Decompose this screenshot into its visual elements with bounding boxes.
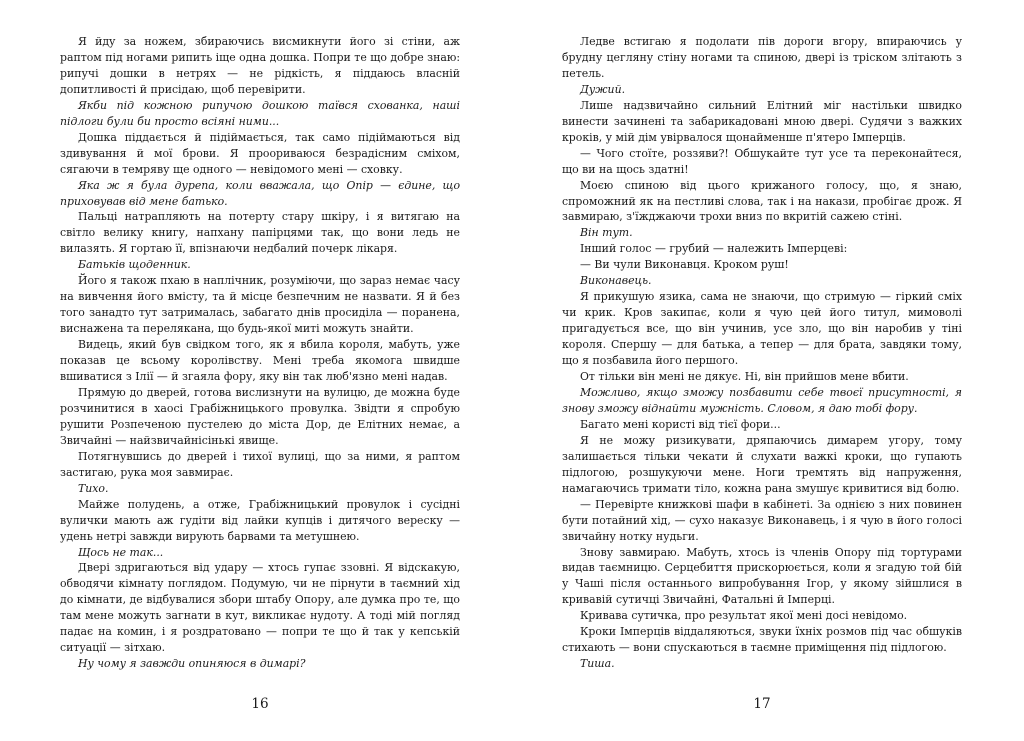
paragraph: Моєю спиною від цього крижаного голосу, що, я знаю, спроможний як на пестливі слова, так і на накази, пробігає дрож. Я завмираю, з'їжджаючи трохи вниз по вкритій сажею стіні. xyxy=(562,178,962,224)
paragraph: Щось не так... xyxy=(78,545,164,559)
page-number-right: 17 xyxy=(753,696,771,712)
paragraph: Кривава сутичка, про результат якої мені досі невідомо. xyxy=(580,609,908,623)
paragraph: Кроки Імперців віддаляються, звуки їхніх розмов під час обшуків стихають — вони спускаються в таємне приміщення під підлогою. xyxy=(562,625,962,655)
paragraph: Потягнувшись до дверей і тихої вулиці, що за ними, я раптом застигаю, рука моя завмирає. xyxy=(60,449,460,479)
paragraph: Батьків щоденник. xyxy=(78,258,191,272)
paragraph: Можливо, якщо зможу позбавити себе твоєї присутності, я знову зможу віднайти мужність. Словом, я даю тобі фору. xyxy=(562,385,962,415)
paragraph: Двері здригаються від удару — хтось гупає ззовні. Я відскакую, обводячи кімнату поглядом. Подумую, чи не пірнути в таємний хід до кімнати, де відбувалися збори штабу Опору, але думка про те, що там мене можуть загнати в кут, викликає нудоту. А тоді мій погляд падає на комин, і я роздратовано — попри те що й так у кепській ситуації — зітхаю. xyxy=(60,561,460,655)
paragraph: Я йду за ножем, збираючись висмикнути його зі стіни, аж раптом під ногами рипить іще одна дошка. Попри те що добре знаю: рипучі дошки в нетрях — не рідкість, я піддаюсь власній допитливості й присідаю, щоб перевірити. xyxy=(60,35,460,96)
paragraph: Ледве встигаю я подолати пів дороги вгору, впираючись у брудну цегляну стіну ногами та спиною, двері із тріском злітають з петель. xyxy=(562,35,962,80)
paragraph: Дошка піддається й підіймається, так само підіймаються від здивування й мої брови. Я проориваюся безрадісним сміхом, сягаючи в темряву ще одного — невідомого мені — сховку. xyxy=(60,130,460,176)
paragraph: — Чого стоїте, роззяви?! Обшукайте тут усе та переконайтеся, що ви на щось здатні! xyxy=(562,146,962,176)
paragraph: Лише надзвичайно сильний Елітний міг настільки швидко винести зачинені та забарикадовані мною двері. Судячи з важких кроків, у мій дім увірвалося щонайменше п'ятеро Імперців. xyxy=(562,98,962,144)
paragraph: Виконавець. xyxy=(580,274,652,288)
left-page-text xyxy=(60,34,460,672)
paragraph: Прямую до дверей, готова вислизнути на вулицю, де можна буде розчинитися в хаосі Грабіжницького провулка. Звідти я спробую рушити Розпеченою пустелею до міста Дор, де Елітних немає, а Звичайні — найзвичайнісінькі явище. xyxy=(60,385,460,447)
paragraph: — Перевірте книжкові шафи в кабінеті. За однією з них повинен бути потайний хід, — сухо наказує Виконавець, і я чую в його голосі звичайну нотку нудьги. xyxy=(562,497,962,543)
paragraph: — Ви чули Виконавця. Кроком руш! xyxy=(580,258,789,272)
paragraph: Видець, який був свідком того, як я вбила короля, мабуть, уже показав це всьому королівству. Мені треба якомога швидше вшиватися з Ілії — й згаяла фору, яку він так люб'язно мені надав. xyxy=(60,338,460,384)
paragraph: Тихо. xyxy=(78,481,109,495)
page-number-left: 16 xyxy=(251,696,269,712)
paragraph: Дужий. xyxy=(580,82,626,96)
paragraph: Я не можу ризикувати, дряпаючись димарем угору, тому залишається тільки чекати й слухати важкі кроки, що гупають підлогою, розшукуючи мене. Ноги тремтять від напруження, намагаючись тримати тіло, кожна рана змушує кривитися від болю. xyxy=(562,433,962,495)
paragraph: Яка ж я була дурепа, коли вважала, що Опір — єдине, що приховував від мене батько. xyxy=(60,178,460,208)
paragraph: От тільки він мені не дякує. Ні, він прийшов мене вбити. xyxy=(580,370,909,384)
paragraph: Знову завмираю. Мабуть, хтось із членів Опору під тортурами видав таємницю. Серцебиття прискорюється, коли я згадую той бій у Чаші після останнього випробування Ігор, у якому зійшлися в кривавій сутичці Звичайні, Фатальні й Імперці. xyxy=(562,545,962,607)
right-page-text xyxy=(562,34,962,672)
paragraph: Якби під кожною рипучою дошкою таївся схованка, наші підлоги були би просто всіяні ними... xyxy=(60,98,460,128)
paragraph: Багато мені користі від тієї фори... xyxy=(580,417,781,431)
paragraph: Ну чому я завжди опиняюся в димарі? xyxy=(78,657,306,671)
paragraph: Тиша. xyxy=(580,657,615,671)
paragraph: Майже полудень, а отже, Грабіжницький провулок і сусідні вулички мають аж гудіти від лайки купців і дитячого вереску — удень нетрі завжди вирують барвами та метушнею. xyxy=(60,497,460,543)
paragraph: Я прикушую язика, сама не знаючи, що стримую — гіркий сміх чи крик. Кров закипає, коли я чую цей його титул, мимоволі пригадується все, що він учинив, усе зло, що він наробив у тіні короля. Спершу — для батька, а тепер — для брата, завдяки тому, що я позбавила його першого. xyxy=(562,290,962,368)
paragraph: Він тут. xyxy=(580,226,633,240)
paragraph: Інший голос — грубий — належить Імперцеві: xyxy=(580,242,848,256)
paragraph: Пальці натрапляють на потерту стару шкіру, і я витягаю на світло велику книгу, напхану папірцями так, що вони ледь не вилазять. Я гортаю її, впізнаючи недбалий почерк лікаря. xyxy=(60,210,460,256)
paragraph: Його я також пхаю в наплічник, розуміючи, що зараз немає часу на вивчення його вмісту, та й місце безпечним не назвати. Я й без того занадто тут затрималась, забагато днів просиділа — поранена, виснажена та перелякана, що будь-якої миті можуть знайти. xyxy=(60,274,460,336)
